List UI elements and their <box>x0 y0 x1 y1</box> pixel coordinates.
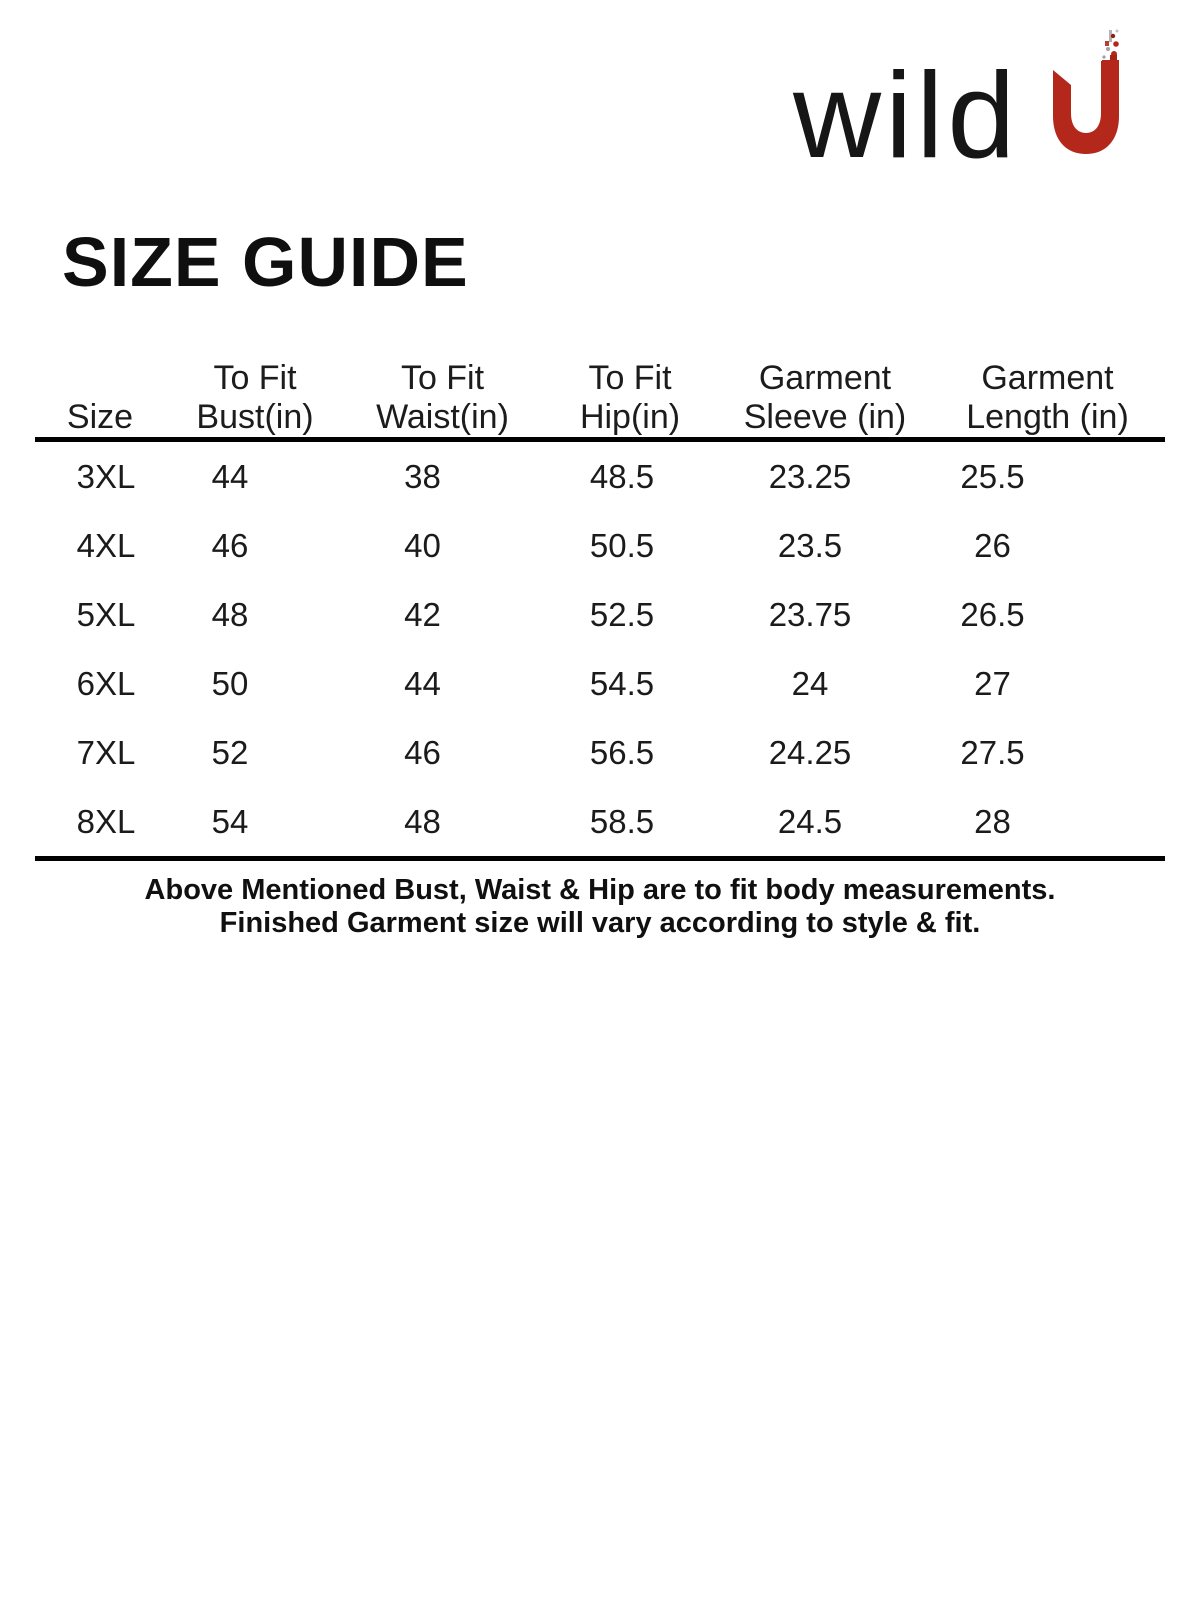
cell-bust: 54 <box>211 802 249 840</box>
cell-sleeve: 24.5 <box>777 802 843 840</box>
footnote-line-1: Above Mentioned Bust, Waist & Hip are to fit body measurements. <box>144 874 1056 906</box>
table-row <box>35 649 1165 718</box>
cell-length: 26.5 <box>960 595 1025 633</box>
column-header-sleeve: Garment Sleeve (in) <box>743 359 907 436</box>
table-row <box>35 718 1165 787</box>
cell-size: 8XL <box>76 802 136 840</box>
table-rule-bottom <box>35 856 1165 861</box>
cell-hip: 58.5 <box>589 802 655 840</box>
table-row <box>35 787 1165 856</box>
cell-size: 7XL <box>76 733 136 771</box>
cell-hip: 48.5 <box>589 457 655 495</box>
page-title: SIZE GUIDE <box>62 223 469 301</box>
cell-waist: 42 <box>404 595 441 633</box>
cell-size: 5XL <box>76 595 136 633</box>
grunge-texture <box>1102 30 1119 65</box>
cell-hip: 56.5 <box>589 733 655 771</box>
brand-logo <box>793 28 1119 183</box>
cell-hip: 52.5 <box>589 595 655 633</box>
cell-hip: 50.5 <box>589 526 655 564</box>
size-table-header <box>35 336 1165 437</box>
cell-sleeve: 23.5 <box>777 526 843 564</box>
column-header-size: Size <box>66 398 134 436</box>
cell-sleeve: 24.25 <box>768 733 852 771</box>
cell-waist: 44 <box>404 664 441 702</box>
cell-size: 6XL <box>76 664 136 702</box>
cell-hip: 54.5 <box>589 664 655 702</box>
cell-length: 28 <box>974 802 1011 840</box>
cell-length: 25.5 <box>960 457 1025 495</box>
footnote-line-2: Finished Garment size will vary according to style & fit. <box>219 907 981 939</box>
brand-u-icon <box>1053 28 1119 158</box>
brand-wordmark: wild <box>793 47 1020 183</box>
cell-bust: 50 <box>211 664 249 702</box>
cell-size: 3XL <box>76 457 136 495</box>
table-row <box>35 511 1165 580</box>
column-header-length: Garment Length (in) <box>966 359 1129 436</box>
cell-bust: 44 <box>211 457 249 495</box>
cell-bust: 52 <box>211 733 249 771</box>
cell-size: 4XL <box>76 526 136 564</box>
column-header-waist: To Fit Waist(in) <box>376 359 509 436</box>
cell-length: 26 <box>974 526 1011 564</box>
column-header-bust: To Fit Bust(in) <box>196 359 314 436</box>
cell-length: 27.5 <box>960 733 1025 771</box>
cell-waist: 48 <box>404 802 441 840</box>
column-header-hip: To Fit Hip(in) <box>579 359 681 436</box>
cell-sleeve: 23.25 <box>768 457 852 495</box>
cell-bust: 48 <box>211 595 249 633</box>
cell-waist: 38 <box>404 457 441 495</box>
cell-waist: 40 <box>404 526 441 564</box>
cell-length: 27 <box>974 664 1011 702</box>
cell-bust: 46 <box>211 526 249 564</box>
cell-sleeve: 23.75 <box>768 595 852 633</box>
cell-waist: 46 <box>404 733 441 771</box>
cell-sleeve: 24 <box>791 664 829 702</box>
table-row <box>35 580 1165 649</box>
size-table <box>35 336 1165 940</box>
size-table-body <box>35 442 1165 856</box>
table-row <box>35 442 1165 511</box>
